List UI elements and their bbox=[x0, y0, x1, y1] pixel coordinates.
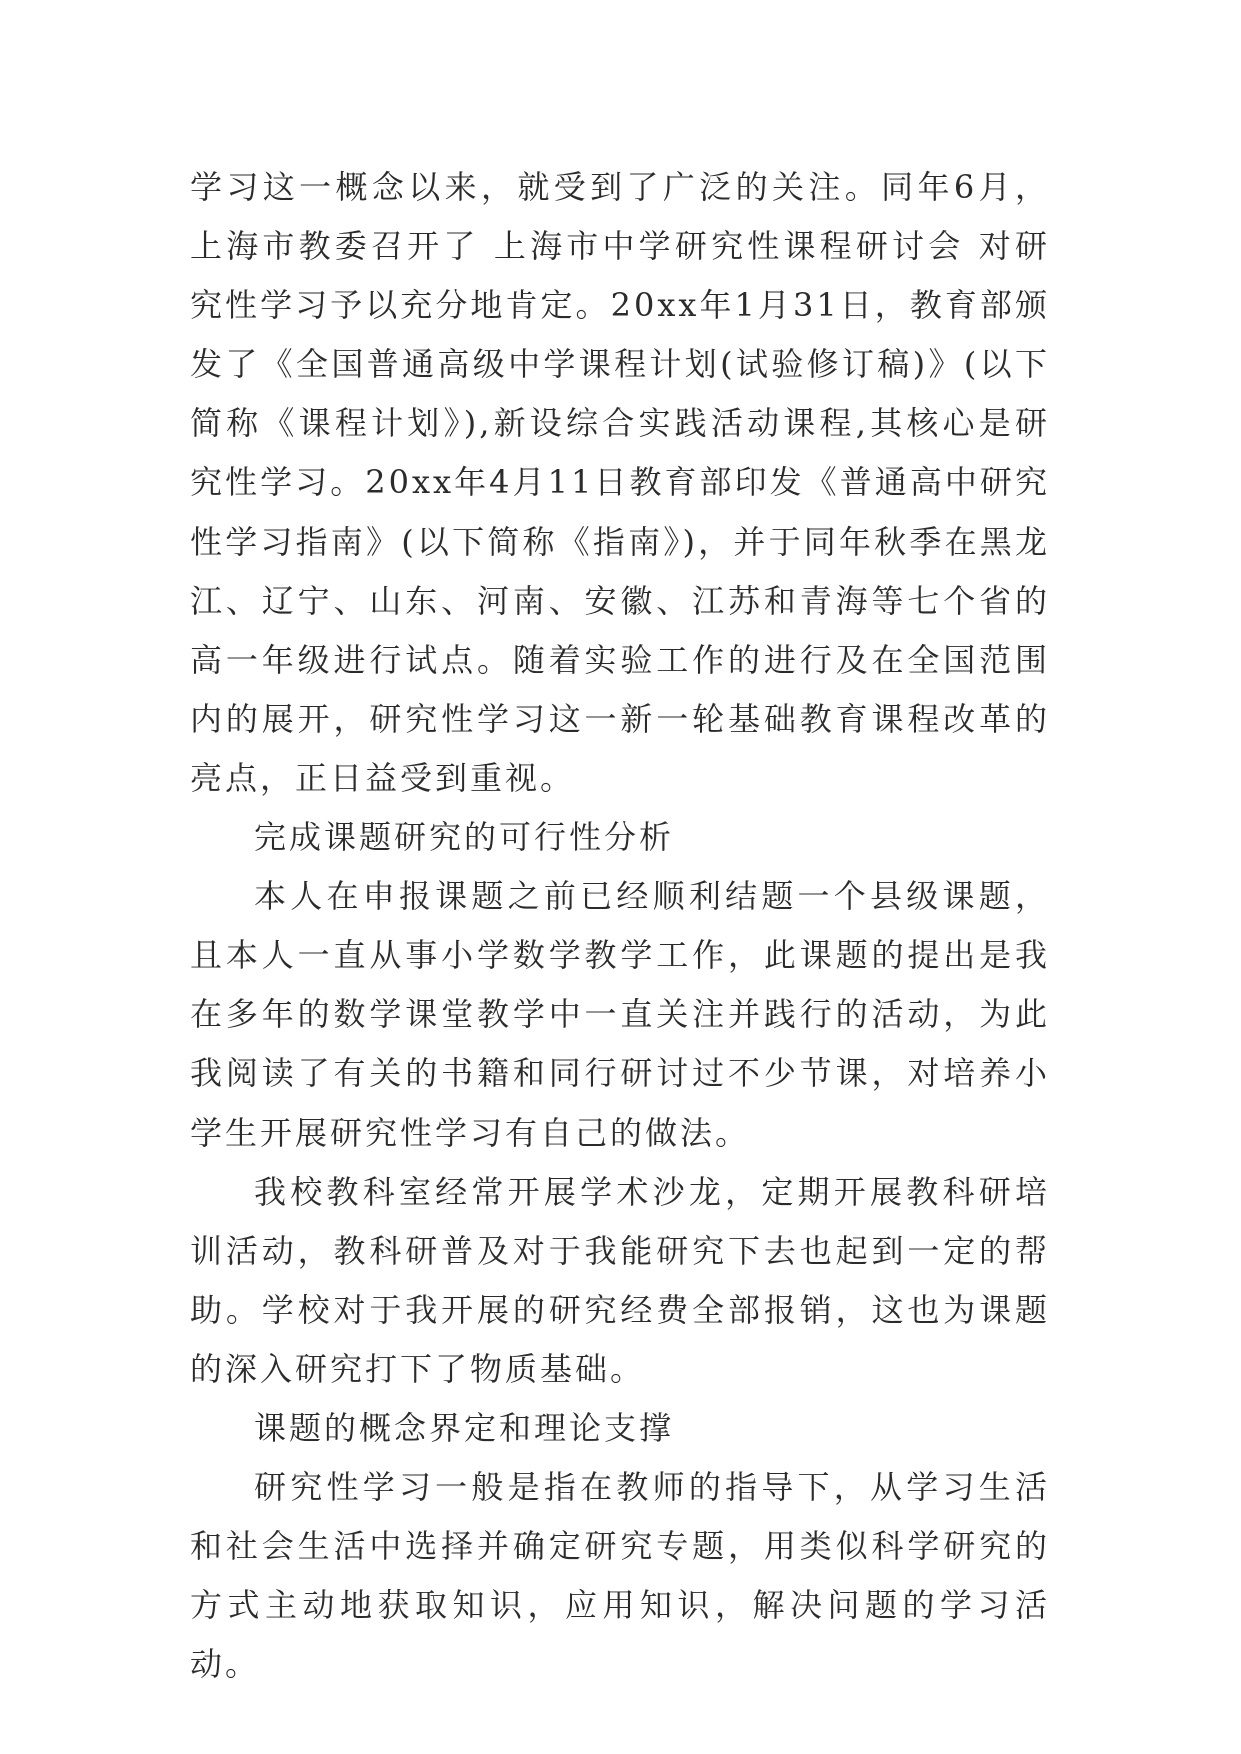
document-body bbox=[190, 158, 1050, 1694]
section-heading-feasibility: 完成课题研究的可行性分析 bbox=[254, 818, 675, 857]
section-heading-concept-definition: 课题的概念界定和理论支撑 bbox=[254, 1408, 675, 1447]
paragraph-concept-definition: 研究性学习一般是指在教师的指导下，从学习生活和社会生活中选择并确定研究专题，用类似科学研究的方式主动地获取知识，应用知识，解决问题的学习活动。 bbox=[190, 1468, 1050, 1684]
paragraph-personal-experience: 本人在申报课题之前已经顺利结题一个县级课题，且本人一直从事小学数学教学工作，此课题的提出是我在多年的数学课堂教学中一直关注并践行的活动，为此我阅读了有关的书籍和同行研讨过不少节课，对培养小学生开展研究性学习有自己的做法。 bbox=[190, 877, 1050, 1152]
paragraph-school-support: 我校教科室经常开展学术沙龙，定期开展教科研培训活动，教科研普及对于我能研究下去也起到一定的帮助。学校对于我开展的研究经费全部报销，这也为课题的深入研究打下了物质基础。 bbox=[190, 1172, 1050, 1388]
paragraph-background-continued: 学习这一概念以来，就受到了广泛的关注。同年6月，上海市教委召开了 上海市中学研究性课程研讨会 对研究性学习予以充分地肯定。20xx年1月31日，教育部颁发了《全国普通高级中学课程计划(试验修订稿)》(以下简称《课程计划》),新设综合实践活动课程,其核心是研究性学习。20xx年4月11日教育部印发《普通高中研究性学习指南》(以下简称《指南》)，并于同年秋季在黑龙江、辽宁、山东、河南、安徽、江苏和青海等七个省的高一年级进行试点。随着实验工作的进行及在全国范围内的展开，研究性学习这一新一轮基础教育课程改革的亮点，正日益受到重视。 bbox=[190, 168, 1050, 797]
